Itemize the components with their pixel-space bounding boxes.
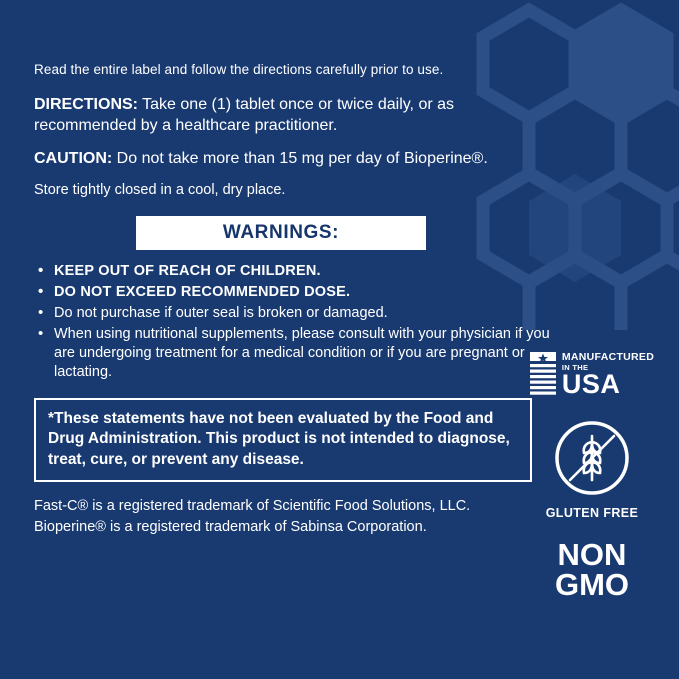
storage-text: Store tightly closed in a cool, dry place.: [34, 181, 286, 198]
usa-text-block: [562, 352, 654, 398]
directions-paragraph: [34, 94, 554, 136]
gmo-label: GMO: [554, 567, 630, 603]
made-in-usa-badge: [527, 352, 657, 398]
manufactured-label: MANUFACTURED: [561, 351, 655, 363]
trademark-text: Fast-C® is a registered trademark of Scientific Food Solutions, LLC. Bioperine® is a registered trademark of Sabinsa Corporation.: [34, 498, 471, 535]
wheat-crossed-icon: [554, 420, 630, 496]
intro-text: Read the entire label and follow the directions carefully prior to use.: [34, 62, 444, 77]
caution-paragraph: [34, 148, 554, 169]
fda-disclaimer-box: *These statements have not been evaluated by the Food and Drug Administration. This product is not intended to diagnose, treat, cure, or prevent any disease.: [34, 398, 532, 483]
gluten-free-label: GLUTEN FREE: [545, 506, 639, 520]
list-item: • DO NOT EXCEED RECOMMENDED DOSE.: [38, 283, 574, 302]
non-label: NON: [557, 537, 627, 572]
usa-label: USA: [561, 369, 621, 399]
flag-icon: [530, 352, 556, 398]
caution-label: CAUTION:: [34, 149, 113, 167]
caution-text: Do not take more than 15 mg per day of Bioperine®.: [112, 149, 488, 167]
warnings-heading: WARNINGS:: [136, 216, 426, 250]
non-gmo-badge: [527, 537, 657, 603]
directions-text: Take one (1) tablet once or twice daily, or as recommended by a healthcare practitioner.: [34, 95, 455, 134]
directions-label: DIRECTIONS:: [34, 95, 138, 113]
list-item: • When using nutritional supplements, please consult with your physician if you are undergoing treatment for a medical condition or if you are pregnant or lactating.: [38, 325, 574, 382]
gluten-free-badge: [527, 420, 657, 520]
list-item: • Do not purchase if outer seal is broken or damaged.: [38, 304, 574, 323]
list-item: • KEEP OUT OF REACH OF CHILDREN.: [38, 262, 574, 281]
certification-badges: [527, 351, 657, 603]
in-the-label: IN THE: [561, 362, 589, 372]
